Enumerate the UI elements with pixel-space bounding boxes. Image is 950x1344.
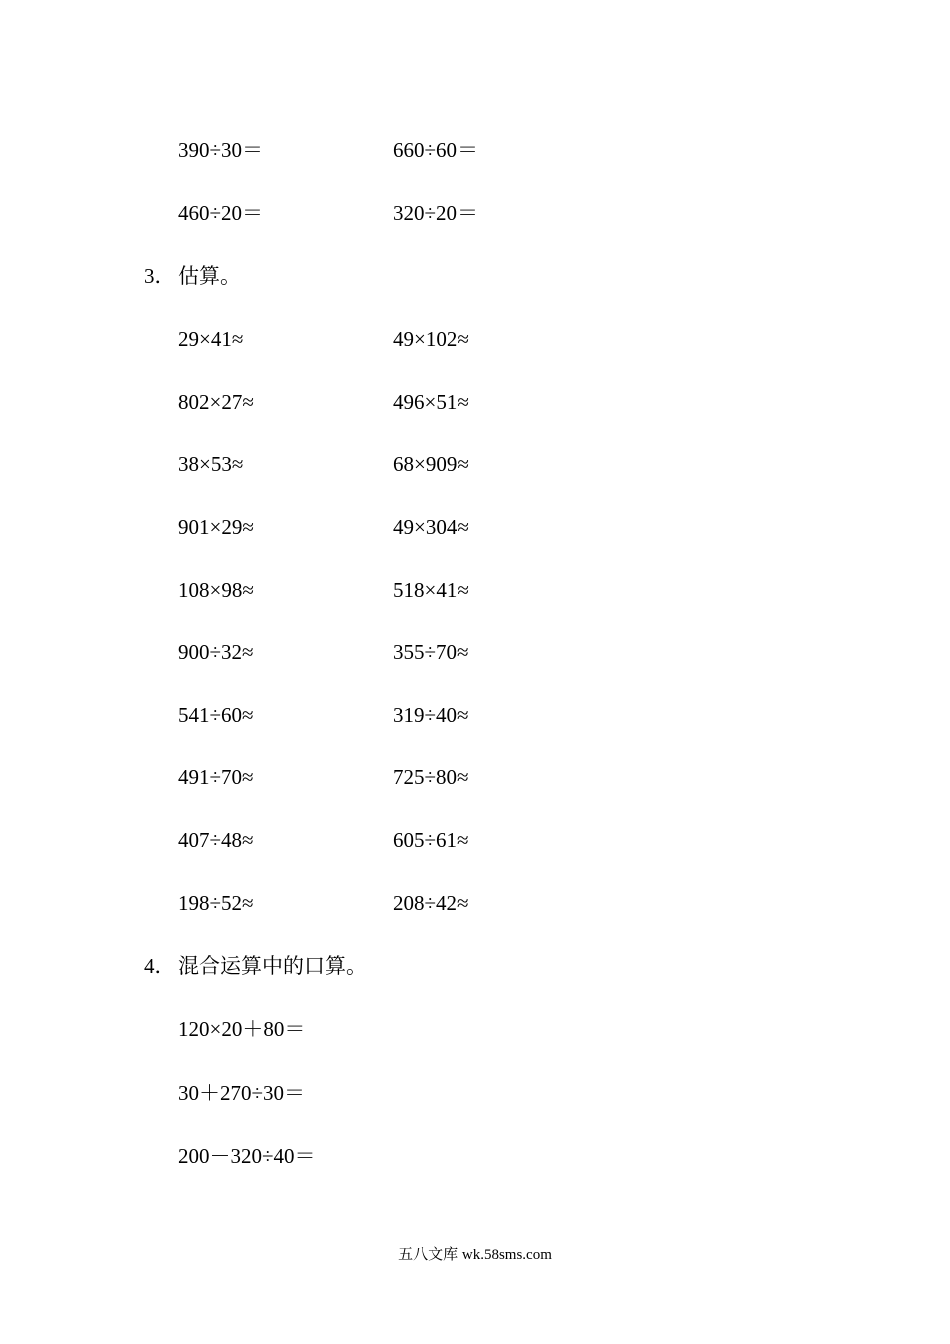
section-title: 估算。 <box>178 264 241 288</box>
estimate-item: 725÷80≈ <box>393 765 469 789</box>
estimate-item: 605÷61≈ <box>393 828 469 852</box>
estimate-item: 49×304≈ <box>393 515 469 539</box>
estimate-item: 208÷42≈ <box>393 891 469 915</box>
section-title: 混合运算中的口算。 <box>178 954 367 978</box>
exercise-item: 460÷20＝ <box>178 201 264 225</box>
estimate-item: 901×29≈ <box>178 515 254 539</box>
estimate-item: 491÷70≈ <box>178 765 254 789</box>
estimate-item: 407÷48≈ <box>178 828 254 852</box>
page-footer: 五八文库 wk.58sms.com <box>398 1247 552 1263</box>
exercise-item: 320÷20＝ <box>393 201 479 225</box>
estimate-item: 198÷52≈ <box>178 891 254 915</box>
estimate-item: 49×102≈ <box>393 327 469 351</box>
estimate-item: 68×909≈ <box>393 452 469 476</box>
estimate-item: 900÷32≈ <box>178 640 254 664</box>
estimate-item: 29×41≈ <box>178 327 244 351</box>
mixed-operation-item: 120×20＋80＝ <box>178 1017 306 1041</box>
exercise-item: 660÷60＝ <box>393 138 479 162</box>
estimate-item: 518×41≈ <box>393 578 469 602</box>
section-number: 4． <box>144 954 176 978</box>
estimate-item: 541÷60≈ <box>178 703 254 727</box>
mixed-operation-item: 30＋270÷30＝ <box>178 1081 306 1105</box>
section-number: 3． <box>144 264 176 288</box>
estimate-item: 496×51≈ <box>393 390 469 414</box>
estimate-item: 355÷70≈ <box>393 640 469 664</box>
exercise-item: 390÷30＝ <box>178 138 264 162</box>
mixed-operation-item: 200－320÷40＝ <box>178 1144 316 1168</box>
estimate-item: 802×27≈ <box>178 390 254 414</box>
estimate-item: 38×53≈ <box>178 452 244 476</box>
estimate-item: 108×98≈ <box>178 578 254 602</box>
estimate-item: 319÷40≈ <box>393 703 469 727</box>
